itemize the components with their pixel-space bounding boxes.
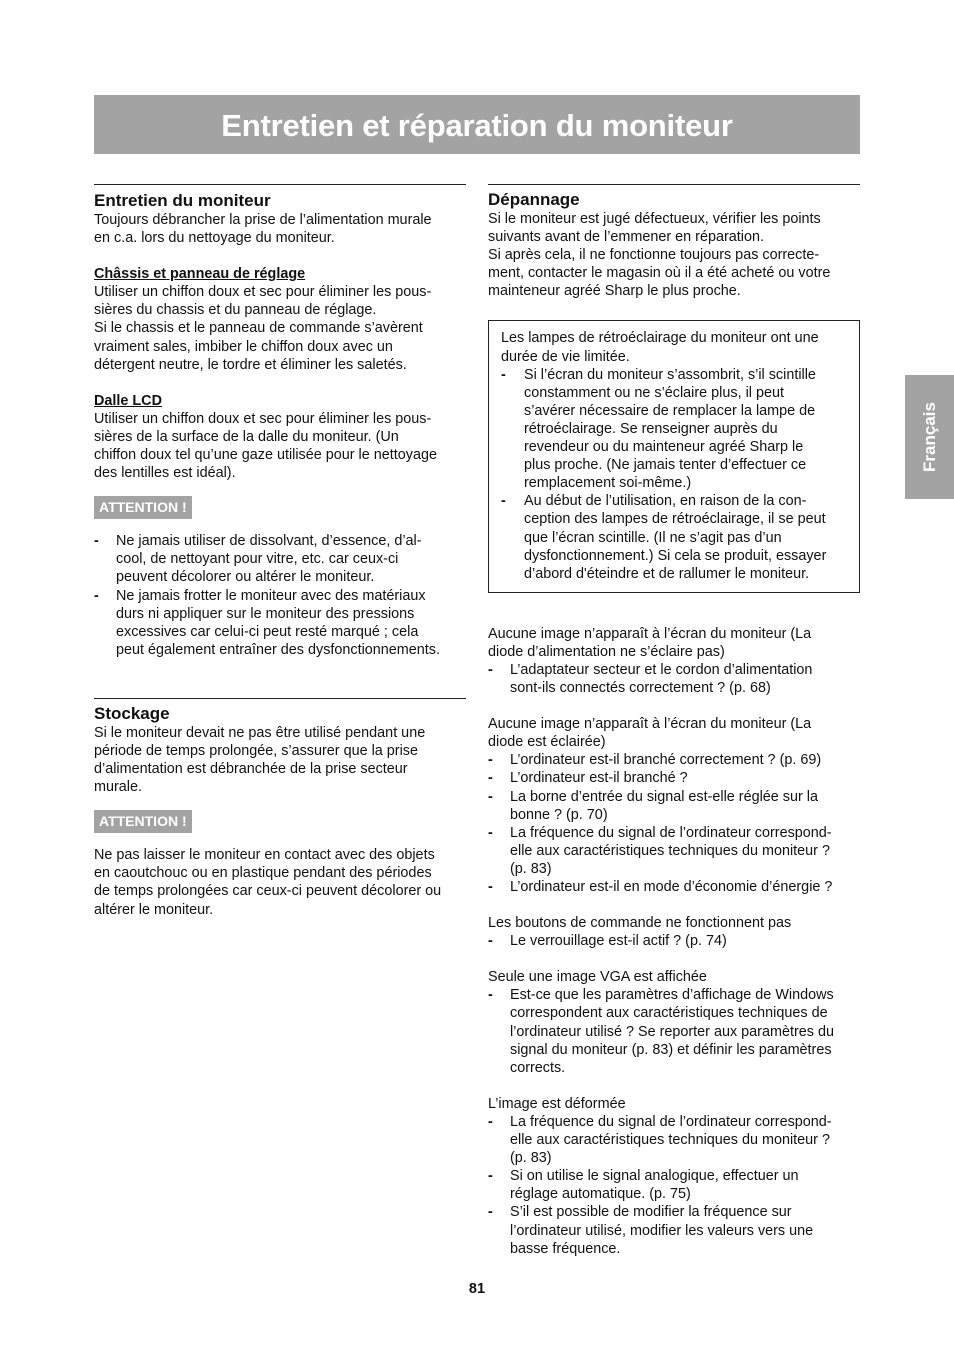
list-item bbox=[488, 986, 860, 1076]
text-line: L’ordinateur est-il branché correctement ? (p. 69) bbox=[510, 752, 822, 769]
text-line: cool, de nettoyant pour vitre, etc. car ceux-ci bbox=[116, 551, 399, 568]
text-line: Ne pas laisser le moniteur en contact avec des objets bbox=[94, 847, 435, 864]
troubleshooting-section bbox=[488, 184, 860, 1258]
text-line: Seule une image VGA est affichée bbox=[488, 969, 707, 986]
issue-title bbox=[488, 625, 860, 661]
text-line: Le verrouillage est-il actif ? (p. 74) bbox=[510, 933, 727, 950]
issue-checklist bbox=[488, 751, 860, 896]
list-item bbox=[488, 769, 860, 787]
text-line: L’image est déformée bbox=[488, 1095, 626, 1112]
text-line: excessives car celui-ci peut resté marqué ; cela bbox=[116, 623, 419, 640]
storage-heading: Stockage bbox=[94, 703, 170, 723]
issue-title bbox=[488, 715, 860, 751]
text-line: Si après cela, il ne fonctionne toujours pas correcte- bbox=[488, 247, 820, 264]
text-line: signal du moniteur (p. 83) et définir les paramètres bbox=[510, 1041, 832, 1058]
storage-section bbox=[94, 698, 466, 919]
text-line: Aucune image n’apparaît à l’écran du moniteur (La bbox=[488, 716, 812, 733]
list-item bbox=[488, 1113, 860, 1167]
text-line: bonne ? (p. 70) bbox=[510, 806, 608, 823]
text-line: sières de la surface de la dalle du moniteur. (Un bbox=[94, 428, 399, 445]
left-column bbox=[94, 184, 466, 919]
list-item bbox=[488, 788, 860, 824]
text-line: Les boutons de commande ne fonctionnent pas bbox=[488, 915, 792, 932]
chassis-text bbox=[94, 283, 466, 373]
text-line: ception des lampes de rétroéclairage, il se peut bbox=[524, 511, 826, 528]
text-line: vraiment sales, imbiber le chiffon doux avec un bbox=[94, 338, 393, 355]
text-line: Si le chassis et le panneau de commande s’avèrent bbox=[94, 320, 423, 337]
text-line: détergent neutre, le tordre et éliminer les saletés. bbox=[94, 356, 407, 373]
text-line: constamment ou ne s’éclaire plus, il peut bbox=[524, 384, 784, 401]
text-line: peuvent décolorer ou altérer le moniteur. bbox=[116, 569, 375, 586]
text-line: revendeur ou du mainteneur agréé Sharp le bbox=[524, 439, 804, 456]
text-line: Les lampes de rétroéclairage du moniteur ont une bbox=[501, 330, 819, 347]
lcd-text bbox=[94, 410, 466, 482]
text-line: Utiliser un chiffon doux et sec pour éliminer les pous- bbox=[94, 410, 432, 427]
backlight-note-box bbox=[488, 320, 860, 592]
text-line: L’adaptateur secteur et le cordon d’alimentation bbox=[510, 661, 813, 678]
text-line: d’abord d'éteindre et de rallumer le moniteur. bbox=[524, 565, 810, 582]
language-tab bbox=[905, 375, 954, 499]
storage-attention-text bbox=[94, 846, 466, 918]
text-line: Est-ce que les paramètres d’affichage de Windows bbox=[510, 987, 834, 1004]
lcd-heading: Dalle LCD bbox=[94, 392, 162, 409]
text-line: elle aux caractéristiques techniques du moniteur ? bbox=[510, 1132, 830, 1149]
text-line: Si le moniteur est jugé défectueux, vérifier les points bbox=[488, 211, 821, 227]
text-line: (p. 83) bbox=[510, 860, 552, 877]
text-line: période de temps prolongée, s’assurer que la prise bbox=[94, 742, 418, 759]
right-column bbox=[488, 184, 860, 1258]
issue-title bbox=[488, 1095, 860, 1113]
text-line: suivants avant de l’emmener en réparation. bbox=[488, 229, 764, 246]
list-item bbox=[94, 587, 466, 659]
text-line: corrects. bbox=[510, 1059, 566, 1076]
text-line: l’ordinateur utilisé ? Se reporter aux paramètres du bbox=[510, 1023, 834, 1040]
text-line: correspondent aux caractéristiques techniques de bbox=[510, 1005, 828, 1022]
text-line: diode est éclairée) bbox=[488, 734, 606, 751]
text-line: durs ni appliquer sur le moniteur des pressions bbox=[116, 605, 415, 622]
text-line: mainteneur agréé Sharp le plus proche. bbox=[488, 283, 741, 300]
text-line: plus proche. (Ne jamais tenter d’effectuer ce bbox=[524, 457, 807, 474]
page-title: Entretien et réparation du moniteur bbox=[221, 108, 733, 143]
list-item bbox=[501, 366, 847, 493]
text-line: L’ordinateur est-il en mode d’économie d’énergie ? bbox=[510, 879, 833, 895]
issue-checklist bbox=[488, 661, 860, 697]
text-line: sières du chassis et du panneau de réglage. bbox=[94, 302, 377, 319]
text-line: murale. bbox=[94, 779, 142, 796]
attention-list bbox=[94, 532, 466, 659]
text-line: d’alimentation est débranchée de la prise secteur bbox=[94, 761, 408, 778]
text-line: rétroéclairage. Se renseigner auprès du bbox=[524, 420, 778, 437]
note-intro bbox=[501, 329, 847, 365]
list-item bbox=[94, 532, 466, 586]
note-list bbox=[501, 366, 847, 583]
text-line: La fréquence du signal de l’ordinateur correspond- bbox=[510, 1113, 832, 1130]
text-line: réglage automatique. (p. 75) bbox=[510, 1186, 691, 1203]
issue-vga-only bbox=[488, 968, 860, 1077]
text-line: La borne d’entrée du signal est-elle réglée sur la bbox=[510, 788, 818, 805]
issue-no-image-led-on bbox=[488, 715, 860, 896]
issue-title bbox=[488, 914, 860, 932]
issue-buttons-inactive bbox=[488, 914, 860, 950]
troubleshooting-intro bbox=[488, 210, 860, 300]
storage-text bbox=[94, 724, 466, 796]
list-item bbox=[488, 932, 860, 950]
text-line: chiffon doux tel qu’une gaze utilisée pour le nettoyage bbox=[94, 447, 437, 464]
troubleshooting-heading: Dépannage bbox=[488, 190, 580, 209]
text-line: l’ordinateur utilisé, modifier les valeurs vers une bbox=[510, 1222, 814, 1239]
text-line: basse fréquence. bbox=[510, 1240, 621, 1257]
issue-image-distorted bbox=[488, 1095, 860, 1258]
list-item bbox=[488, 751, 860, 769]
text-line: Si l’écran du moniteur s’assombrit, s’il scintille bbox=[524, 366, 816, 383]
list-item bbox=[488, 878, 860, 896]
text-line: de temps prolongées car ceux-ci peuvent décolorer ou bbox=[94, 883, 442, 900]
attention-badge: ATTENTION ! bbox=[94, 496, 192, 519]
text-line: La fréquence du signal de l’ordinateur correspond- bbox=[510, 824, 832, 841]
text-line: Si on utilise le signal analogique, effectuer un bbox=[510, 1168, 799, 1185]
text-line: des lentilles est idéal). bbox=[94, 465, 236, 482]
text-line: que l’écran scintille. (Il ne s’agit pas d’un bbox=[524, 529, 782, 546]
chassis-heading: Châssis et panneau de réglage bbox=[94, 266, 306, 283]
text-line: ment, contacter le magasin où il a été acheté ou votre bbox=[488, 265, 831, 282]
attention-badge: ATTENTION ! bbox=[94, 810, 192, 833]
text-line: Au début de l’utilisation, en raison de la con- bbox=[524, 493, 807, 510]
issue-checklist bbox=[488, 986, 860, 1076]
list-item bbox=[488, 824, 860, 878]
text-line: Aucune image n’apparaît à l’écran du moniteur (La bbox=[488, 625, 812, 642]
text-line: remplacement soi-même.) bbox=[524, 475, 692, 492]
issue-checklist bbox=[488, 1113, 860, 1258]
text-line: (p. 83) bbox=[510, 1150, 552, 1167]
text-line: elle aux caractéristiques techniques du moniteur ? bbox=[510, 842, 830, 859]
list-item bbox=[501, 492, 847, 582]
text-line: Toujours débrancher la prise de l’alimentation murale bbox=[94, 212, 432, 228]
text-line: en caoutchouc ou en plastique pendant des périodes bbox=[94, 865, 432, 882]
maintenance-section bbox=[94, 184, 466, 659]
text-line: peut également entraîner des dysfonctionnements. bbox=[116, 641, 440, 658]
language-tab-label: Français bbox=[919, 402, 939, 472]
text-line: Utiliser un chiffon doux et sec pour éliminer les pous- bbox=[94, 284, 432, 301]
text-line: altérer le moniteur. bbox=[94, 901, 214, 918]
text-line: dysfonctionnement.) Si cela se produit, essayer bbox=[524, 547, 827, 564]
text-line: S’il est possible de modifier la fréquence sur bbox=[510, 1204, 792, 1221]
text-line: L’ordinateur est-il branché ? bbox=[510, 770, 688, 787]
text-line: Ne jamais utiliser de dissolvant, d’essence, d’al- bbox=[116, 533, 422, 550]
issue-title bbox=[488, 968, 860, 986]
maintenance-intro bbox=[94, 211, 466, 247]
text-line: diode d’alimentation ne s’éclaire pas) bbox=[488, 643, 725, 660]
text-line: Si le moniteur devait ne pas être utilisé pendant une bbox=[94, 724, 426, 741]
maintenance-heading: Entretien du moniteur bbox=[94, 191, 271, 210]
title-banner bbox=[94, 95, 860, 154]
issue-checklist bbox=[488, 932, 860, 950]
text-line: Ne jamais frotter le moniteur avec des matériaux bbox=[116, 587, 426, 604]
issue-no-image-power bbox=[488, 625, 860, 697]
page-number: 81 bbox=[468, 1281, 486, 1297]
list-item bbox=[488, 1203, 860, 1257]
list-item bbox=[488, 661, 860, 697]
list-item bbox=[488, 1167, 860, 1203]
text-line: sont-ils connectés correctement ? (p. 68) bbox=[510, 680, 771, 697]
text-line: s’avérer nécessaire de remplacer la lampe de bbox=[524, 402, 816, 419]
text-line: durée de vie limitée. bbox=[501, 348, 630, 365]
text-line: en c.a. lors du nettoyage du moniteur. bbox=[94, 230, 335, 247]
